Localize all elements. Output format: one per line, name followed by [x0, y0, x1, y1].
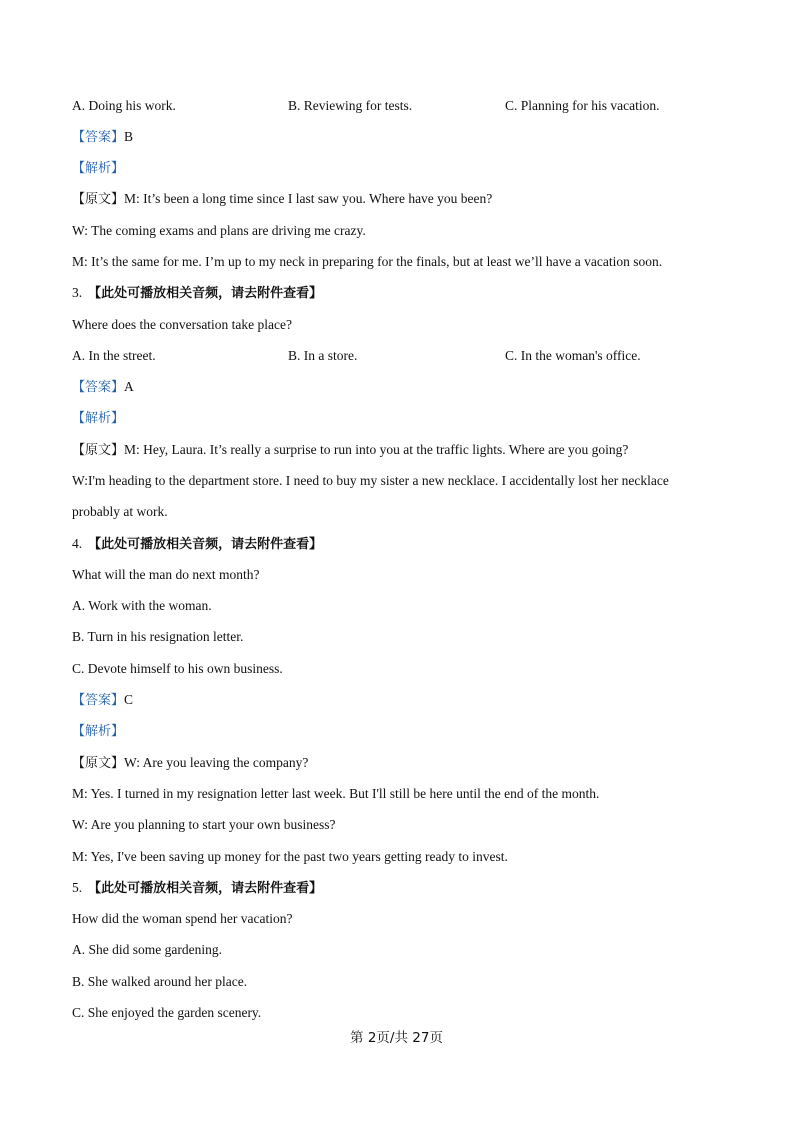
q2-transcript-line: M: It’s the same for me. I’m up to my neck in preparing for the finals, but at least we’ll have a vacation soon. — [72, 254, 663, 269]
q3-option-b: B. In a store. — [288, 348, 358, 363]
q4-question: What will the man do next month? — [72, 567, 260, 582]
q2-option-c: C. Planning for his vacation. — [505, 98, 660, 113]
q4-option-a: A. Work with the woman. — [72, 598, 212, 613]
q4-analysis — [72, 722, 124, 741]
source-tag: 【原文】 — [72, 443, 125, 458]
q5-option-b: B. She walked around her place. — [72, 974, 248, 989]
q3-header — [72, 284, 322, 303]
q3-question: Where does the conversation take place? — [72, 317, 293, 332]
audio-notice: 【此处可播放相关音频，请去附件查看】 — [88, 881, 323, 896]
answer-tag: 【答案】 — [72, 130, 125, 145]
q4-transcript-line: W: Are you planning to start your own business? — [72, 817, 336, 832]
q4-header — [72, 535, 322, 554]
q5-option-a: A. She did some gardening. — [72, 942, 222, 957]
audio-notice: 【此处可播放相关音频，请去附件查看】 — [88, 537, 323, 552]
source-tag: 【原文】 — [72, 192, 125, 207]
transcript-text: W: Are you leaving the company? — [124, 755, 309, 770]
q4-option-b: B. Turn in his resignation letter. — [72, 629, 244, 644]
q3-transcript-line: W:I'm heading to the department store. I need to buy my sister a new necklace. I accidentally lost her necklace — [72, 473, 669, 488]
q2-transcript-line: W: The coming exams and plans are driving me crazy. — [72, 223, 366, 238]
q2-analysis — [72, 159, 124, 178]
q3-answer — [72, 378, 134, 397]
answer-value: C — [124, 692, 134, 707]
q5-question: How did the woman spend her vacation? — [72, 911, 293, 926]
question-number: 4. — [72, 536, 83, 551]
q2-option-b: B. Reviewing for tests. — [288, 98, 413, 113]
q2-answer — [72, 128, 133, 147]
answer-tag: 【答案】 — [72, 380, 125, 395]
q4-answer — [72, 691, 133, 710]
q3-transcript-line: probably at work. — [72, 504, 168, 519]
q5-header — [72, 879, 322, 898]
answer-tag: 【答案】 — [72, 693, 125, 708]
q4-transcript-line — [72, 754, 308, 773]
q3-option-c: C. In the woman's office. — [505, 348, 641, 363]
q3-option-a: A. In the street. — [72, 348, 156, 363]
q3-analysis — [72, 409, 124, 428]
analysis-tag: 【解析】 — [72, 161, 125, 176]
analysis-tag: 【解析】 — [72, 724, 125, 739]
q4-option-c: C. Devote himself to his own business. — [72, 661, 283, 676]
source-tag: 【原文】 — [72, 756, 125, 771]
answer-value: B — [124, 129, 134, 144]
q2-transcript-line — [72, 190, 492, 209]
q4-transcript-line: M: Yes. I turned in my resignation letter last week. But I'll still be here until the end of the month. — [72, 786, 600, 801]
analysis-tag: 【解析】 — [72, 411, 125, 426]
answer-value: A — [124, 379, 134, 394]
q3-transcript-line — [72, 441, 628, 460]
q4-transcript-line: M: Yes, I've been saving up money for the past two years getting ready to invest. — [72, 849, 508, 864]
audio-notice: 【此处可播放相关音频，请去附件查看】 — [88, 286, 323, 301]
question-number: 3. — [72, 285, 83, 300]
q5-option-c: C. She enjoyed the garden scenery. — [72, 1005, 262, 1020]
question-number: 5. — [72, 880, 83, 895]
q2-option-a: A. Doing his work. — [72, 98, 176, 113]
transcript-text: M: Hey, Laura. It’s really a surprise to run into you at the traffic lights. Where are you going? — [124, 442, 629, 457]
page-number-footer: 第 2页/共 27页 — [350, 1030, 443, 1046]
transcript-text: M: It’s been a long time since I last saw you. Where have you been? — [124, 191, 493, 206]
